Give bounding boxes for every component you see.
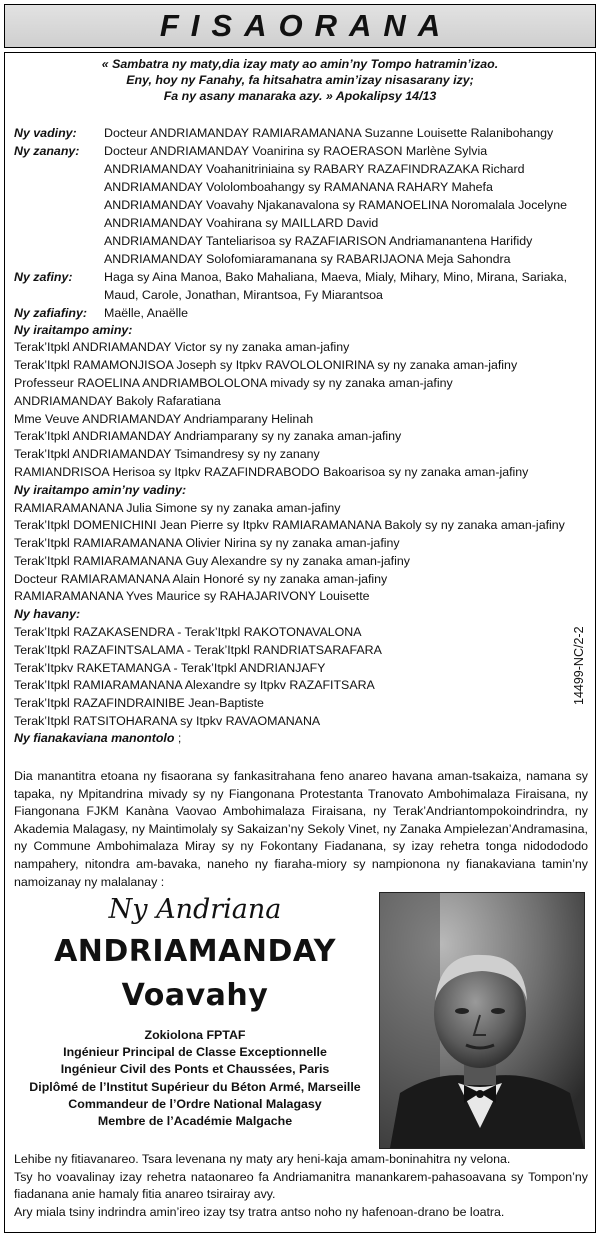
title-line: Diplômé de l’Institut Supérieur du Béton Armé, Marseille bbox=[29, 1079, 361, 1094]
verse-line: Fa ny asany manaraka azy. » Apokalipsy 14/13 bbox=[163, 89, 437, 103]
deceased-surname: ANDRIAMANDAY bbox=[54, 934, 336, 969]
iraitampo-label: Ny iraitampo aminy: bbox=[14, 323, 133, 337]
zafiny-line: Haga sy Aina Manoa, Bako Mahaliana, Maeva, Mialy, Mihary, Mino, Mirana, Sariaka, bbox=[104, 270, 568, 284]
iraitampo-vadiny-item: RAMIARAMANANA Yves Maurice sy RAHAJARIVONY Louisette bbox=[14, 589, 370, 603]
reference-code: 14499-NC/2-2 bbox=[572, 626, 586, 705]
zafiny-line: Maud, Carole, Jonathan, Mirantsoa, Fy Miarantsoa bbox=[104, 288, 383, 302]
zanany-item: ANDRIAMANDAY Voahirana sy MAILLARD David bbox=[104, 216, 379, 230]
havany-item: Terak’Itpkl RAZAFINDRAINIBE Jean-Baptiste bbox=[14, 696, 264, 710]
notice-header bbox=[4, 4, 596, 48]
bible-verse bbox=[20, 56, 580, 104]
zanany-item: ANDRIAMANDAY Tanteliarisoa sy RAZAFIARISON Andriamanantena Harifidy bbox=[104, 234, 533, 248]
title-line: Membre de l’Académie Malgache bbox=[97, 1114, 293, 1129]
zafiafiny-names: Maëlle, Anaëlle bbox=[104, 306, 189, 320]
title-line: Zokiolona FPTAF bbox=[144, 1028, 246, 1042]
fianakaviana-label: Ny fianakaviana manontolo bbox=[14, 731, 175, 745]
iraitampo-vadiny-item: Terak’Itpkl DOMENICHINI Jean Pierre sy Itpkv RAMIARAMANANA Bakoly sy ny zanaka aman-jafiny bbox=[14, 518, 565, 532]
iraitampo-vadiny-item: RAMIARAMANANA Julia Simone sy ny zanaka aman-jafiny bbox=[14, 501, 341, 515]
iraitampo-item: Terak’Itpkl ANDRIAMANDAY Tsimandresy sy ny zanany bbox=[14, 447, 320, 461]
zanany-item: ANDRIAMANDAY Voavahy Njakanavalona sy RAMANOELINA Noromalala Jocelyne bbox=[104, 198, 568, 212]
zafiafiny-label: Ny zafiafiny: bbox=[14, 306, 87, 320]
havany-label: Ny havany: bbox=[14, 607, 81, 621]
iraitampo-item: Terak’Itpkl RAMAMONJISOA Joseph sy Itpkv RAVOLOLONIRINA sy ny zanaka aman-jafiny bbox=[14, 358, 518, 372]
deceased-given-name: Voavahy bbox=[121, 978, 269, 1013]
title-line: Ingénieur Civil des Ponts et Chaussées, Paris bbox=[60, 1062, 330, 1077]
iraitampo-item: ANDRIAMANDAY Bakoly Rafaratiana bbox=[14, 394, 221, 408]
havany-item: Terak’Itpkv RAKETAMANGA - Terak’Itpkl ANDRIANJAFY bbox=[14, 661, 326, 675]
zanany-item: ANDRIAMANDAY Voahanitriniaina sy RABARY RAZAFINDRAZAKA Richard bbox=[104, 162, 525, 176]
zanany-item: Docteur ANDRIAMANDAY Voanirina sy RAOERASON Marlène Sylvia bbox=[104, 144, 488, 158]
fianakaviana-suffix: ; bbox=[174, 731, 182, 745]
verse-line: Eny, hoy ny Fanahy, fa hitsahatra amin’izay nisasarany izy; bbox=[126, 73, 474, 87]
title-line: Ingénieur Principal de Classe Exceptionnelle bbox=[63, 1045, 327, 1060]
iraitampo-vadiny-item: Terak’Itpkl RAMIARAMANANA Guy Alexandre sy ny zanaka aman-jafiny bbox=[14, 554, 410, 568]
havany-item: Terak’Itpkl RAZAKASENDRA - Terak’Itpkl RAKOTONAVALONA bbox=[14, 625, 362, 639]
iraitampo-item: Professeur RAOELINA ANDRIAMBOLOLONA mivady sy ny zanaka aman-jafiny bbox=[14, 376, 453, 390]
iraitampo-vadiny-label: Ny iraitampo amin’ny vadiny: bbox=[14, 483, 187, 497]
closing-line: Lehibe ny fitiavanareo. Tsara levenana ny maty ary heni-kaja amam-boninahitra ny velona. bbox=[14, 1152, 511, 1166]
fianakaviana-line bbox=[14, 730, 181, 748]
iraitampo-vadiny-item: Docteur RAMIARAMANANA Alain Honoré sy ny zanaka aman-jafiny bbox=[14, 572, 388, 586]
thanks-paragraph: Dia manantitra etoana ny fisaorana sy fankasitrahana feno anareo havana aman-tsakaiza, namana sy tapaka, ny Mpitandrina mivady sy ny Fiangonana Protestanta Tranovato Ambohimalaza Firaisana, ny Fiangonana FJKM Kanàna Vaovao Ambohimalaza Firaisana, ny Terak’Andriantompokoindrindra, ny Akademia Malagasy, ny Maintimolaly sy Sakaizan’ny Sekoly Vinet, ny Zanaka Ampielezan’Andramasina, ny Commune Ambohimalaza Miray sy ny Fokontany Fiadanana, sy izay rehetra tonga nidodododo nampahery, nitondra am-bavaka, naneho ny fiaraha-miory sy nampionona ny fianakaviana tamin’ny namoizanay ny malalanay : bbox=[14, 769, 588, 889]
closing-line: Ary miala tsiny indrindra amin’ireo izay tsy tratra antso noho ny hafenoan-drano be loatra. bbox=[14, 1204, 505, 1219]
zafiny-label: Ny zafiny: bbox=[14, 270, 73, 284]
zanany-item: ANDRIAMANDAY Vololomboahangy sy RAMANANA RAHARY Mahefa bbox=[104, 180, 493, 194]
portrait-illustration bbox=[380, 893, 584, 1148]
verse-line: « Sambatra ny maty,dia izay maty ao amin’ny Tompo hatramin’izao. bbox=[101, 57, 499, 71]
iraitampo-item: Terak’Itpkl ANDRIAMANDAY Andriamparany sy ny zanaka aman-jafiny bbox=[14, 429, 402, 443]
closing-line: Tsy ho voavalinay izay rehetra nataonareo fa Andriamanitra manankarem-pahasoavana sy Tompon’ny fiadanana anie hamaly fitia anareo tsirairay avy. bbox=[14, 1169, 588, 1202]
iraitampo-item: Mme Veuve ANDRIAMANDAY Andriamparany Helinah bbox=[14, 412, 314, 426]
header-title: FISAORANA bbox=[159, 8, 453, 43]
vadiny-name: Docteur ANDRIAMANDAY RAMIARAMANANA Suzanne Louisette Ralanibohangy bbox=[104, 126, 554, 140]
havany-item: Terak’Itpkl RAMIARAMANANA Alexandre sy Itpkv RAZAFITSARA bbox=[14, 678, 375, 692]
havany-item: Terak’Itpkl RATSITOHARANA sy Itpkv RAVAOMANANA bbox=[14, 714, 321, 728]
iraitampo-vadiny-item: Terak’Itpkl RAMIARAMANANA Olivier Nirina sy ny zanaka aman-jafiny bbox=[14, 536, 400, 550]
zanany-label: Ny zanany: bbox=[14, 144, 80, 158]
havany-item: Terak’Itpkl RAZAFINTSALAMA - Terak’Itpkl RANDRIATSARAFARA bbox=[14, 643, 382, 657]
iraitampo-item: Terak’Itpkl ANDRIAMANDAY Victor sy ny zanaka aman-jafiny bbox=[14, 340, 350, 354]
title-line: Commandeur de l’Ordre National Malagasy bbox=[68, 1096, 322, 1111]
zanany-item: ANDRIAMANDAY Solofomiaramanana sy RABARIJAONA Meja Sahondra bbox=[104, 252, 511, 266]
portrait-photo bbox=[379, 892, 585, 1149]
vadiny-label: Ny vadiny: bbox=[14, 126, 77, 140]
closing-text bbox=[14, 1151, 588, 1221]
honorific: Ny Andriana bbox=[108, 894, 282, 925]
deceased-titles bbox=[20, 1027, 370, 1130]
iraitampo-item: RAMIANDRISOA Herisoa sy Itpkv RAZAFINDRABODO Bakoarisoa sy ny zanaka aman-jafiny bbox=[14, 465, 529, 479]
